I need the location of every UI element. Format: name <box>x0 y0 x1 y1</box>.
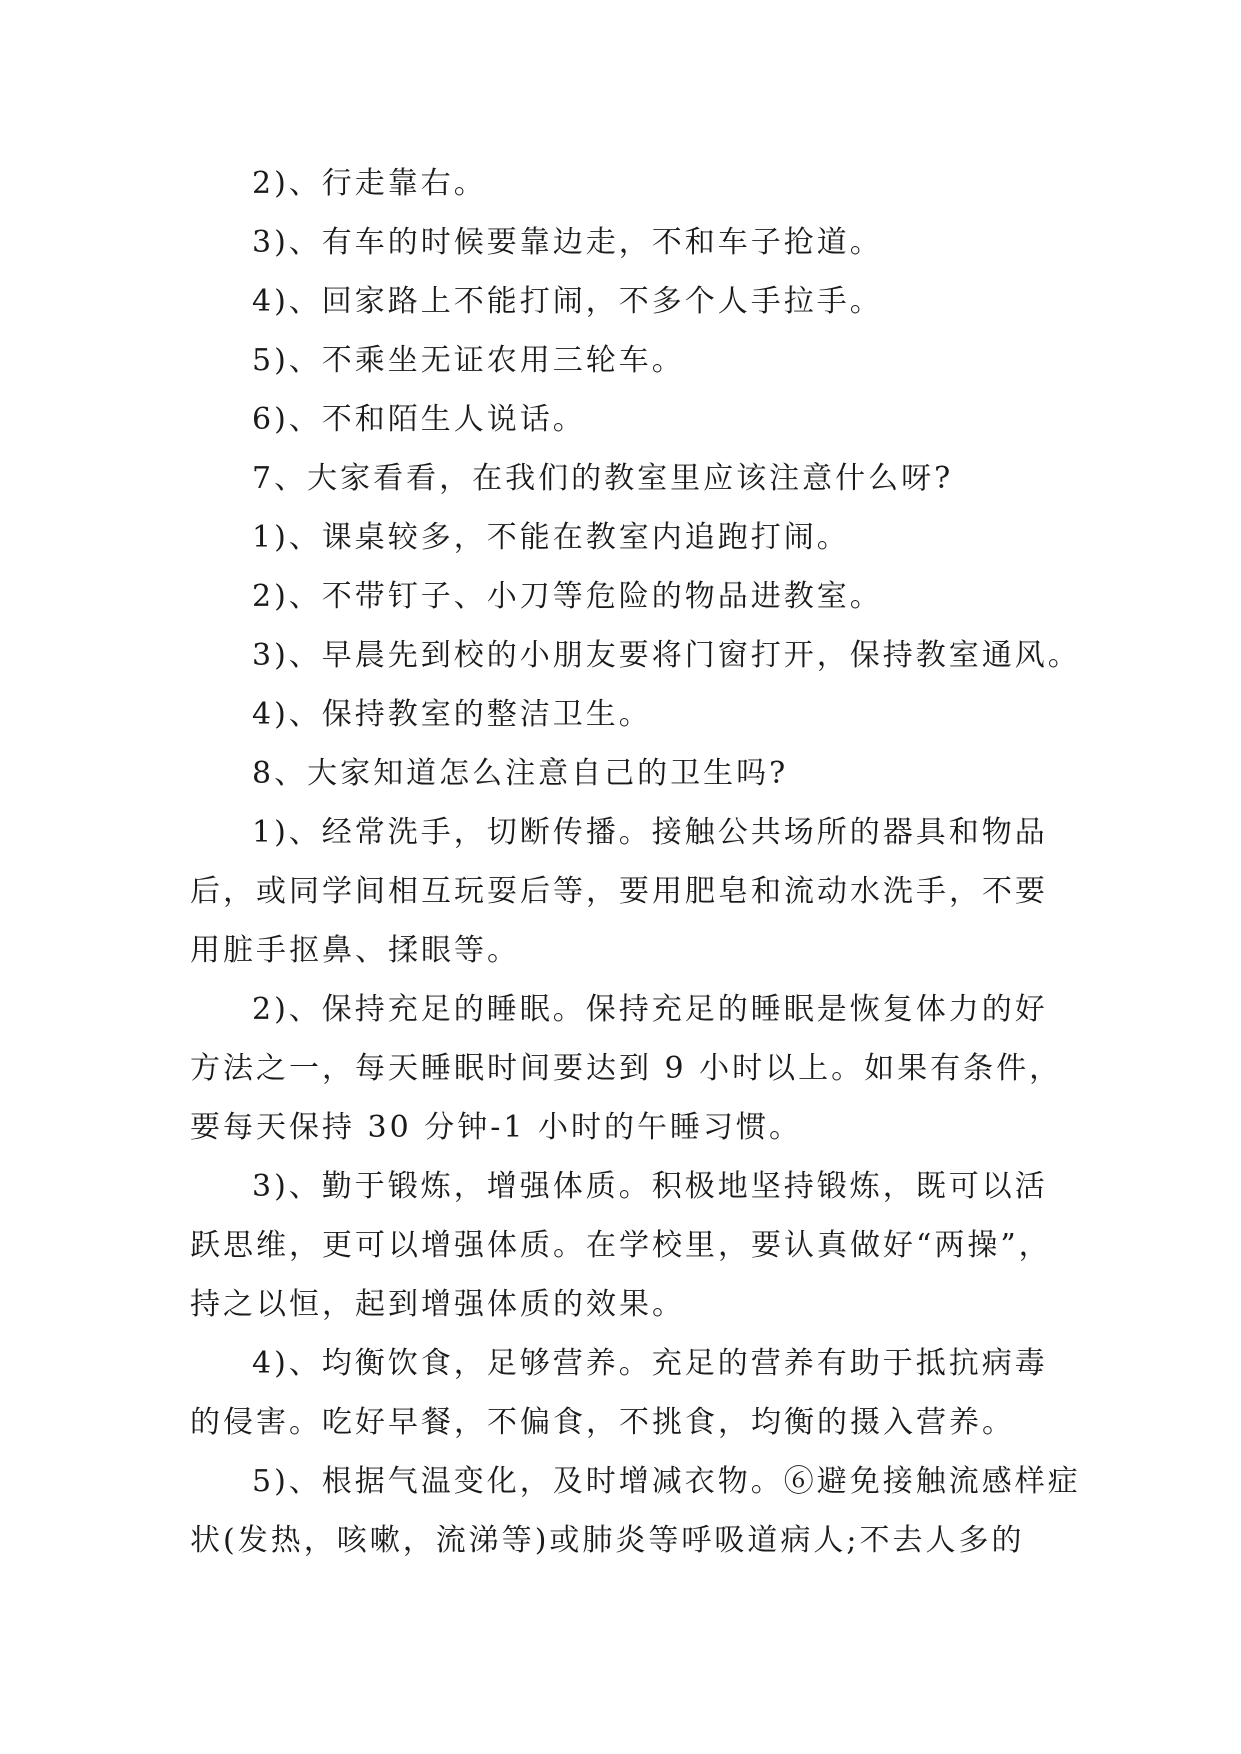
text-line: 4)、回家路上不能打闹，不多个人手拉手。 <box>252 284 883 319</box>
paragraph-line: 2)、保持充足的睡眠。保持充足的睡眠是恢复体力的好 <box>252 992 1048 1027</box>
paragraph <box>190 1334 1050 1452</box>
paragraph <box>190 1452 1081 1570</box>
document-body <box>190 154 1081 1570</box>
paragraph-line: 状(发热，咳嗽，流涕等)或肺炎等呼吸道病人;不去人多的 <box>190 1523 1025 1558</box>
question-heading: 7、大家看看，在我们的教室里应该注意什么呀? <box>252 461 954 496</box>
paragraph-line: 方法之一，每天睡眠时间要达到 9 小时以上。如果有条件， <box>190 1051 1063 1086</box>
text-line: 3)、有车的时候要靠边走，不和车子抢道。 <box>252 225 883 260</box>
paragraph-line: 要每天保持 30 分钟-1 小时的午睡习惯。 <box>190 1110 803 1145</box>
paragraph-line: 4)、均衡饮食，足够营养。充足的营养有助于抵抗病毒 <box>252 1346 1048 1381</box>
text-line: 3)、早晨先到校的小朋友要将门窗打开，保持教室通风。 <box>252 638 1081 673</box>
text-line: 5)、不乘坐无证农用三轮车。 <box>252 343 685 378</box>
text-line: 1)、课桌较多，不能在教室内追跑打闹。 <box>252 520 850 555</box>
paragraph-line: 5)、根据气温变化，及时增减衣物。⑥避免接触流感样症 <box>252 1464 1081 1499</box>
text-line: 4)、保持教室的整洁卫生。 <box>252 697 652 732</box>
paragraph <box>190 803 1050 980</box>
paragraph-line: 跃思维，更可以增强体质。在学校里，要认真做好“两操”， <box>190 1228 1052 1263</box>
paragraph-line: 3)、勤于锻炼，增强体质。积极地坚持锻炼，既可以活 <box>252 1169 1048 1204</box>
paragraph-line: 用脏手抠鼻、揉眼等。 <box>190 933 520 968</box>
text-line: 2)、不带钉子、小刀等危险的物品进教室。 <box>252 579 883 614</box>
paragraph-line: 1)、经常洗手，切断传播。接触公共场所的器具和物品 <box>252 815 1048 850</box>
paragraph <box>190 1157 1050 1334</box>
text-line: 6)、不和陌生人说话。 <box>252 402 586 437</box>
question-heading: 8、大家知道怎么注意自己的卫生吗? <box>252 756 789 791</box>
paragraph-line: 的侵害。吃好早餐，不偏食，不挑食，均衡的摄入营养。 <box>190 1405 1015 1440</box>
paragraph-line: 持之以恒，起到增强体质的效果。 <box>190 1287 685 1322</box>
text-line: 2)、行走靠右。 <box>252 166 487 201</box>
paragraph <box>190 980 1063 1157</box>
paragraph-line: 后，或同学间相互玩耍后等，要用肥皂和流动水洗手，不要 <box>190 874 1048 909</box>
